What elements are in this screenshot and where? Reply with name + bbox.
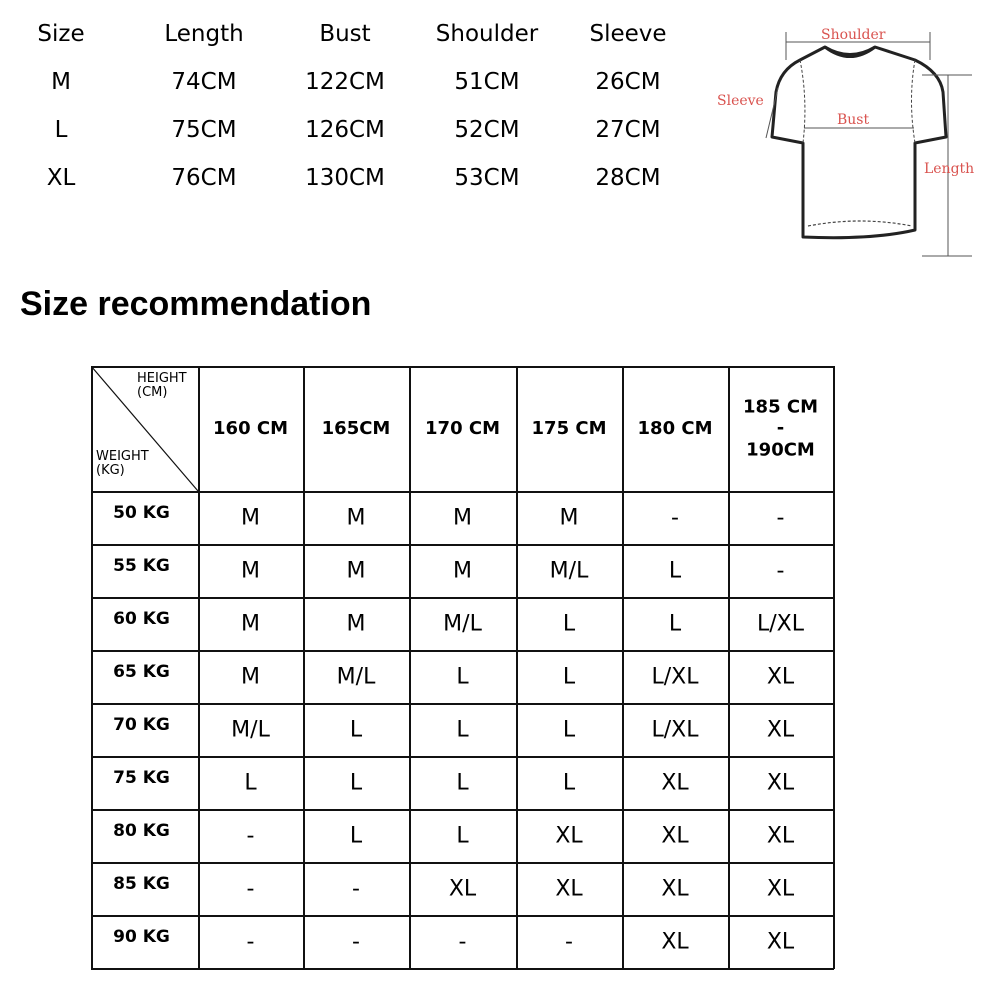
height-column-header: 185 CM - 190CM <box>743 396 818 461</box>
table-row-divider <box>91 703 834 705</box>
tshirt-diagram <box>700 20 1000 270</box>
height-axis-label: HEIGHT (CM) <box>137 371 187 401</box>
size-cell: - <box>776 505 785 530</box>
size-cell: XL <box>766 823 795 848</box>
height-column-header: 170 CM <box>425 417 500 439</box>
size-chart <box>0 0 700 230</box>
size-cell: L <box>456 770 469 795</box>
size-chart-cell: 53CM <box>454 165 520 191</box>
size-cell: L/XL <box>757 611 804 636</box>
table-row-divider <box>91 491 834 493</box>
size-cell: XL <box>555 823 583 848</box>
weight-row-label: 70 KG <box>113 714 170 735</box>
height-column-header: 175 CM <box>531 417 607 439</box>
size-cell: L <box>349 770 363 795</box>
size-chart-cell: 130CM <box>305 165 385 191</box>
size-chart-cell: 74CM <box>171 69 237 95</box>
size-chart-cell: M <box>51 69 71 95</box>
size-cell: M <box>241 558 260 583</box>
table-row-divider <box>91 862 834 864</box>
size-cell: M/L <box>549 558 589 583</box>
size-cell: XL <box>661 823 689 848</box>
size-cell: M <box>559 505 579 530</box>
table-column-divider <box>833 366 835 969</box>
size-recommendation-table <box>91 366 834 969</box>
table-row-divider <box>91 968 834 970</box>
table-row-divider <box>91 756 834 758</box>
table-row-divider <box>91 650 834 652</box>
weight-row-label: 90 KG <box>113 926 170 947</box>
size-cell: M/L <box>443 611 482 636</box>
height-column-header: 165CM <box>321 417 391 439</box>
size-cell: XL <box>661 876 689 901</box>
height-column-header: 160 CM <box>213 417 288 439</box>
size-cell: M <box>346 505 366 530</box>
size-cell: L <box>668 611 682 636</box>
table-column-divider <box>622 366 624 969</box>
table-column-divider <box>728 366 730 969</box>
size-cell: M <box>453 505 472 530</box>
size-cell: - <box>352 876 360 901</box>
size-cell: L <box>349 823 363 848</box>
size-cell: - <box>246 823 255 848</box>
size-cell: M <box>346 558 366 583</box>
size-chart-cell: 126CM <box>305 117 385 143</box>
size-cell: - <box>246 876 255 901</box>
size-cell: - <box>246 929 255 954</box>
size-chart-cell: 122CM <box>305 69 385 95</box>
size-cell: M/L <box>336 664 376 689</box>
size-cell: - <box>776 558 785 583</box>
size-cell: L <box>349 717 363 742</box>
size-chart-cell: 51CM <box>454 69 520 95</box>
size-chart-cell: XL <box>46 165 76 191</box>
height-column-header: 180 CM <box>637 417 713 439</box>
weight-row-label: 75 KG <box>113 767 170 788</box>
size-cell: M <box>241 664 260 689</box>
size-chart-cell: L <box>54 117 68 143</box>
size-cell: XL <box>555 876 583 901</box>
size-cell: M <box>346 611 366 636</box>
size-cell: L <box>562 770 576 795</box>
shoulder-label: Shoulder <box>821 27 886 43</box>
size-cell: M/L <box>231 717 270 742</box>
weight-axis-label: WEIGHT (KG) <box>96 449 149 479</box>
size-cell: M <box>241 505 260 530</box>
length-label: Length <box>924 161 975 177</box>
size-chart-cell: 76CM <box>171 165 237 191</box>
size-chart-cell: 26CM <box>595 69 661 95</box>
size-cell: M <box>453 558 472 583</box>
weight-row-label: 80 KG <box>113 820 170 841</box>
section-title: Size recommendation <box>20 285 372 323</box>
size-cell: XL <box>766 876 795 901</box>
table-row-divider <box>91 915 834 917</box>
bust-label: Bust <box>837 112 870 128</box>
size-cell: XL <box>448 876 477 901</box>
weight-row-label: 50 KG <box>113 502 170 523</box>
size-chart-header: Bust <box>319 21 371 47</box>
size-chart-header: Size <box>37 21 85 47</box>
weight-row-label: 65 KG <box>113 661 170 682</box>
table-column-divider <box>409 366 411 969</box>
size-cell: - <box>352 929 360 954</box>
size-cell: L <box>562 717 576 742</box>
size-chart-cell: 52CM <box>454 117 520 143</box>
size-cell: - <box>458 929 467 954</box>
size-cell: - <box>671 505 679 530</box>
table-column-divider <box>91 366 93 969</box>
size-cell: L/XL <box>651 664 699 689</box>
weight-row-label: 55 KG <box>113 555 170 576</box>
size-cell: XL <box>766 664 795 689</box>
table-column-divider <box>516 366 518 969</box>
tshirt-measurement-icon <box>700 20 1000 270</box>
size-cell: - <box>565 929 573 954</box>
size-cell: L <box>668 558 682 583</box>
size-chart-cell: 75CM <box>171 117 237 143</box>
table-row-divider <box>91 809 834 811</box>
weight-row-label: 60 KG <box>113 608 170 629</box>
table-row-divider <box>91 597 834 599</box>
size-chart-header: Length <box>164 21 244 47</box>
size-cell: L <box>562 611 576 636</box>
size-chart-cell: 27CM <box>595 117 661 143</box>
size-cell: L <box>456 664 469 689</box>
table-row-divider <box>91 544 834 546</box>
table-row-divider <box>91 366 834 368</box>
size-chart-header: Sleeve <box>589 21 667 47</box>
size-cell: XL <box>766 770 795 795</box>
size-cell: XL <box>766 717 795 742</box>
size-cell: L <box>562 664 576 689</box>
size-cell: L <box>456 823 469 848</box>
size-chart-cell: 28CM <box>595 165 661 191</box>
size-cell: L/XL <box>651 717 699 742</box>
size-chart-header: Shoulder <box>435 21 539 47</box>
table-column-divider <box>303 366 305 969</box>
sleeve-label: Sleeve <box>717 93 764 109</box>
size-cell: XL <box>766 929 795 954</box>
size-cell: L <box>456 717 469 742</box>
size-cell: L <box>244 770 257 795</box>
table-column-divider <box>198 366 200 969</box>
size-cell: XL <box>661 929 689 954</box>
weight-row-label: 85 KG <box>113 873 170 894</box>
size-cell: XL <box>661 770 689 795</box>
size-cell: M <box>241 611 260 636</box>
